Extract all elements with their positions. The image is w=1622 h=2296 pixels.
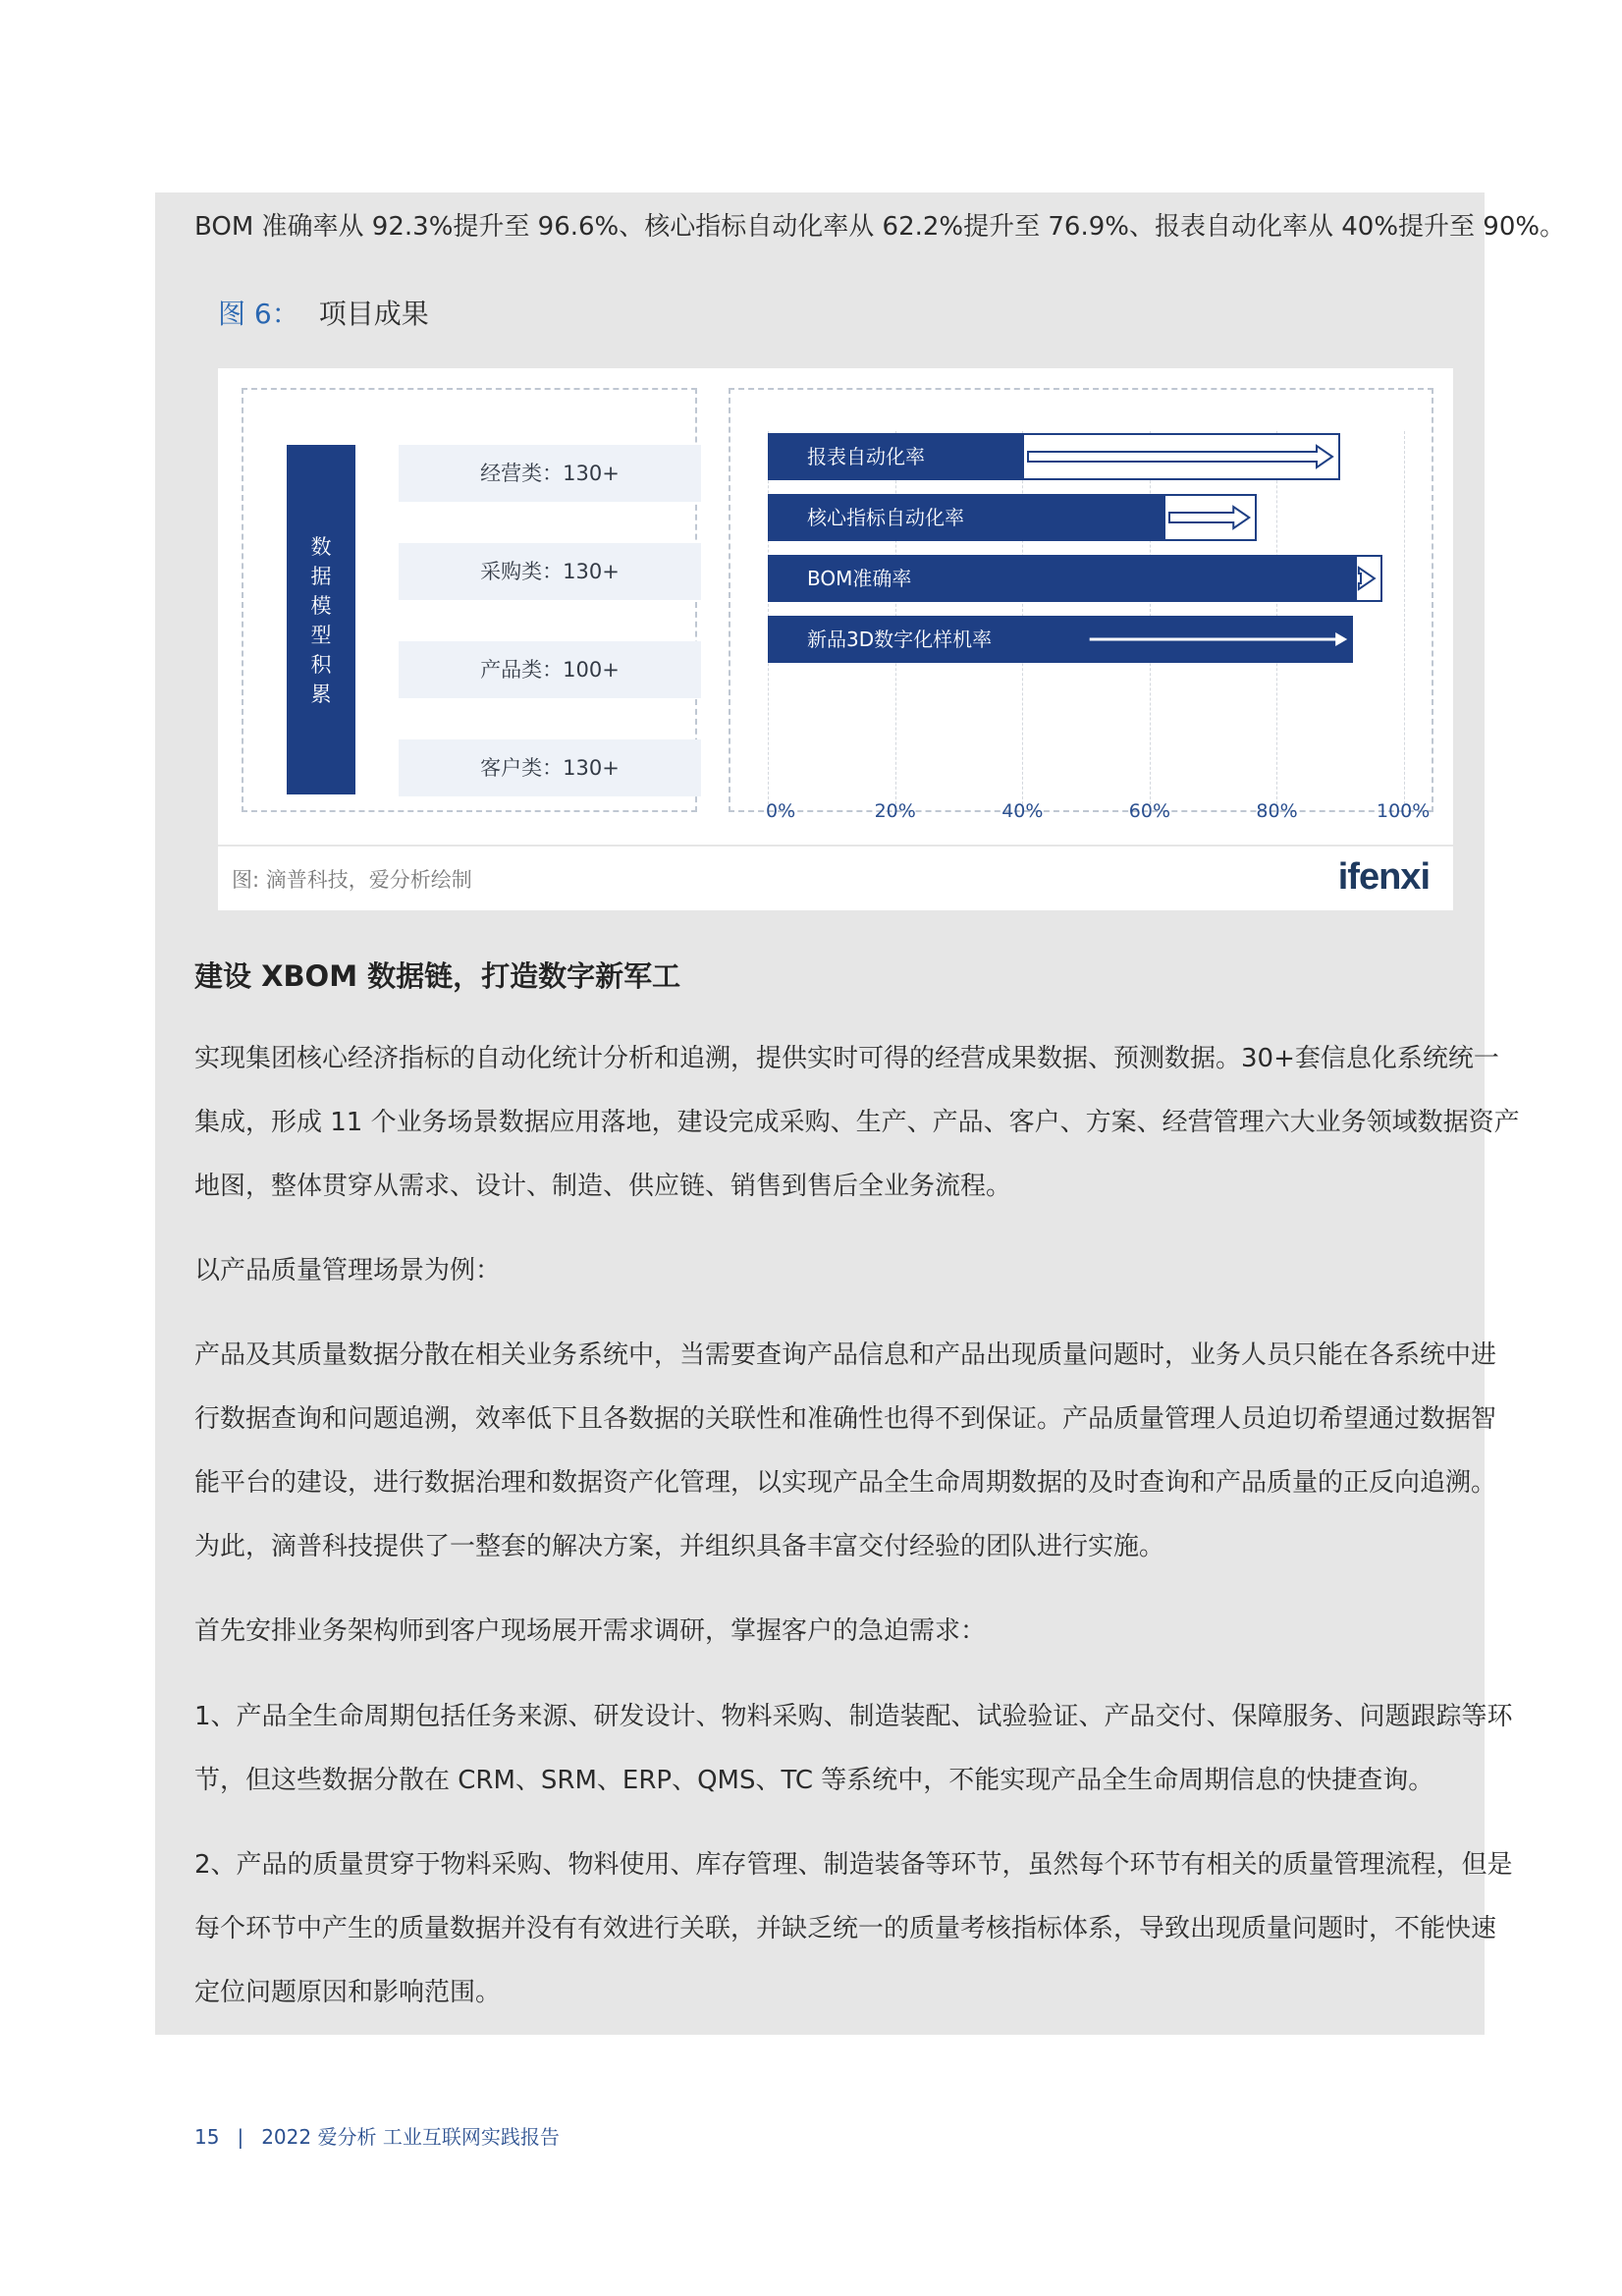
paragraph-line: 首先安排业务架构师到客户现场展开需求调研，掌握客户的急迫需求： bbox=[194, 1616, 987, 1646]
paragraph-line: 2、产品的质量贯穿于物料采购、物料使用、库存管理、制造装备等环节，虽然每个环节有相关的质量管理流程，但是 bbox=[194, 1850, 1513, 1880]
x-tick-label: 40% bbox=[1001, 800, 1044, 822]
bar-label: 核心指标自动化率 bbox=[807, 506, 964, 529]
paragraph-line: 地图，整体贯穿从需求、设计、制造、供应链、销售到售后全业务流程。 bbox=[194, 1172, 1012, 1201]
x-tick-label: 20% bbox=[874, 800, 916, 822]
bar-label: 报表自动化率 bbox=[807, 445, 925, 468]
vertical-char: 模 bbox=[310, 594, 332, 618]
paragraph-line: 产品及其质量数据分散在相关业务系统中，当需要查询产品信息和产品出现质量问题时，业务人员只能在各系统中进 bbox=[194, 1340, 1497, 1370]
paragraph-line: 为此，滴普科技提供了一整套的解决方案，并组织具备丰富交付经验的团队进行实施。 bbox=[194, 1532, 1165, 1561]
page-footer bbox=[194, 2121, 560, 2150]
improvement-arrow-icon bbox=[1024, 435, 1338, 478]
bar bbox=[768, 616, 1353, 663]
model-card: 产品类：100+ bbox=[399, 641, 701, 698]
figure-number: 图 6： bbox=[218, 298, 299, 330]
section-title: 建设 XBOM 数据链，打造数字新军工 bbox=[194, 959, 681, 993]
x-tick-label: 100% bbox=[1377, 800, 1431, 822]
model-card: 客户类：130+ bbox=[399, 739, 701, 796]
vertical-title-bar bbox=[287, 445, 355, 794]
x-tick-label: 60% bbox=[1128, 800, 1171, 822]
page-number: 15 bbox=[194, 2125, 220, 2149]
improvement-arrow-icon bbox=[1165, 496, 1255, 539]
vertical-char: 数 bbox=[310, 535, 332, 559]
paragraph-line: 实现集团核心经济指标的自动化统计分析和追溯，提供实时可得的经营成果数据、预测数据。30+套信息化系统统一 bbox=[194, 1044, 1499, 1073]
vertical-char: 据 bbox=[310, 565, 332, 588]
left-panel-frame bbox=[242, 388, 697, 812]
paragraph-line: 行数据查询和问题追溯，效率低下且各数据的关联性和准确性也得不到保证。产品质量管理人员迫切希望通过数据智 bbox=[194, 1404, 1497, 1434]
figure-title bbox=[218, 293, 429, 332]
bar-label: BOM准确率 bbox=[807, 567, 912, 590]
intro-line: BOM 准确率从 92.3%提升至 96.6%、核心指标自动化率从 62.2%提升至 76.9%、报表自动化率从 40%提升至 90%。 bbox=[194, 212, 1566, 242]
bar-chart bbox=[729, 388, 1433, 822]
ifenxi-logo: ifenxi bbox=[1337, 856, 1430, 898]
paragraph-line: 每个环节中产生的质量数据并没有有效进行关联，并缺乏统一的质量考核指标体系，导致出现质量问题时，不能快速 bbox=[194, 1914, 1497, 1943]
bar bbox=[768, 494, 1257, 541]
model-card: 采购类：130+ bbox=[399, 543, 701, 600]
figure bbox=[218, 368, 1453, 908]
figure-caption: 图: 滴普科技，爱分析绘制 bbox=[232, 868, 472, 892]
figure-name: 项目成果 bbox=[318, 298, 429, 330]
x-tick-label: 0% bbox=[766, 800, 796, 822]
gridline bbox=[1404, 431, 1405, 804]
paragraph-line: 集成，形成 11 个业务场景数据应用落地，建设完成采购、生产、产品、客户、方案、经营管理六大业务领域数据资产 bbox=[194, 1108, 1520, 1137]
vertical-char: 积 bbox=[310, 653, 332, 677]
paragraph-line: 能平台的建设，进行数据治理和数据资产化管理，以实现产品全生命周期数据的及时查询和产品质量的正反向追溯。 bbox=[194, 1468, 1497, 1498]
paragraph-line: 以产品质量管理场景为例： bbox=[194, 1256, 502, 1285]
vertical-char: 型 bbox=[310, 624, 332, 647]
paragraph-line: 1、产品全生命周期包括任务来源、研发设计、物料采购、制造装配、试验验证、产品交付、保障服务、问题跟踪等环 bbox=[194, 1702, 1513, 1731]
bar-label: 新品3D数字化样机率 bbox=[807, 628, 993, 651]
paragraph-line: 定位问题原因和影响范围。 bbox=[194, 1978, 502, 2007]
bar bbox=[768, 433, 1340, 480]
model-card: 经营类：130+ bbox=[399, 445, 701, 502]
figure-footer bbox=[218, 845, 1453, 910]
x-tick-label: 80% bbox=[1256, 800, 1298, 822]
paragraph-line: 节，但这些数据分散在 CRM、SRM、ERP、QMS、TC 等系统中，不能实现产品全生命周期信息的快捷查询。 bbox=[194, 1766, 1434, 1795]
footer-separator: | bbox=[237, 2125, 244, 2149]
improvement-arrow-icon bbox=[1357, 557, 1380, 600]
vertical-char: 累 bbox=[310, 683, 332, 706]
report-title: 2022 爱分析 工业互联网实践报告 bbox=[261, 2125, 560, 2149]
bar bbox=[768, 555, 1382, 602]
